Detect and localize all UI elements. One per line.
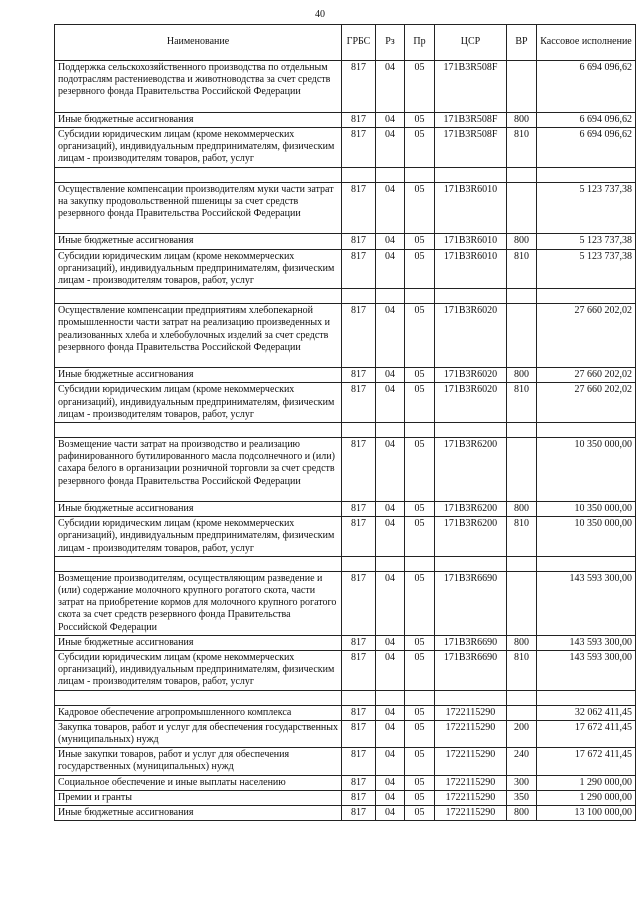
- spacer-cell: [55, 289, 342, 304]
- spacer-cell: [507, 289, 537, 304]
- cell-grbs: 817: [342, 571, 376, 635]
- page-number: 40: [315, 9, 325, 20]
- cell-vr: 800: [507, 234, 537, 249]
- table-row: [55, 705, 636, 720]
- cell-name: Субсидии юридическим лицам (кроме некоммерческих организаций), индивидуальным предпринимателям, физическим лицам - производителям товаров, работ, услуг: [55, 651, 342, 691]
- cell-rz: 04: [376, 61, 405, 113]
- cell-pr: 05: [405, 635, 435, 650]
- cell-amount: 5 123 737,38: [537, 234, 636, 249]
- cell-rz: 04: [376, 806, 405, 821]
- table-row: [55, 61, 636, 113]
- cell-csr: 171B3R508F: [435, 112, 507, 127]
- table-row: [55, 790, 636, 805]
- header-name: Наименование: [55, 25, 342, 61]
- spacer-cell: [507, 690, 537, 705]
- cell-vr: 810: [507, 517, 537, 557]
- spacer-cell: [55, 167, 342, 182]
- spacer-cell: [507, 167, 537, 182]
- table-spacer-row: [55, 423, 636, 438]
- cell-csr: 171B3R6690: [435, 571, 507, 635]
- table-spacer-row: [55, 690, 636, 705]
- table-spacer-row: [55, 289, 636, 304]
- cell-rz: 04: [376, 571, 405, 635]
- cell-amount: 6 694 096,62: [537, 128, 636, 168]
- spacer-cell: [537, 289, 636, 304]
- cell-rz: 04: [376, 182, 405, 234]
- cell-amount: 10 350 000,00: [537, 502, 636, 517]
- cell-pr: 05: [405, 775, 435, 790]
- cell-amount: 1 290 000,00: [537, 790, 636, 805]
- cell-amount: 32 062 411,45: [537, 705, 636, 720]
- cell-csr: 1722115290: [435, 775, 507, 790]
- header-csr: ЦСР: [435, 25, 507, 61]
- cell-vr: 800: [507, 806, 537, 821]
- spacer-cell: [342, 167, 376, 182]
- cell-grbs: 817: [342, 635, 376, 650]
- spacer-cell: [55, 556, 342, 571]
- spacer-cell: [405, 556, 435, 571]
- cell-pr: 05: [405, 502, 435, 517]
- table-header-row: [55, 25, 636, 61]
- cell-grbs: 817: [342, 249, 376, 289]
- cell-vr: 240: [507, 748, 537, 775]
- spacer-cell: [405, 167, 435, 182]
- cell-vr: [507, 571, 537, 635]
- spacer-cell: [55, 690, 342, 705]
- cell-grbs: 817: [342, 775, 376, 790]
- cell-csr: 171B3R508F: [435, 61, 507, 113]
- cell-pr: 05: [405, 651, 435, 691]
- header-grbs: ГРБС: [342, 25, 376, 61]
- cell-csr: 171B3R6010: [435, 249, 507, 289]
- cell-pr: 05: [405, 304, 435, 368]
- cell-csr: 171B3R6010: [435, 234, 507, 249]
- cell-grbs: 817: [342, 806, 376, 821]
- table-row: [55, 635, 636, 650]
- cell-csr: 1722115290: [435, 790, 507, 805]
- table-spacer-row: [55, 556, 636, 571]
- table-row: [55, 112, 636, 127]
- cell-grbs: 817: [342, 182, 376, 234]
- header-pr: Пр: [405, 25, 435, 61]
- cell-rz: 04: [376, 790, 405, 805]
- cell-rz: 04: [376, 502, 405, 517]
- cell-pr: 05: [405, 234, 435, 249]
- cell-rz: 04: [376, 249, 405, 289]
- cell-pr: 05: [405, 438, 435, 502]
- spacer-cell: [405, 289, 435, 304]
- spacer-cell: [435, 167, 507, 182]
- cell-name: Осуществление компенсации предприятиям хлебопекарной промышленности части затрат на реализацию произведенных и реализованных хлеба и хлебобулочных изделий за счет средств резервного фонда Правительства Российской Федерации: [55, 304, 342, 368]
- cell-amount: 27 660 202,02: [537, 304, 636, 368]
- cell-vr: 200: [507, 720, 537, 747]
- cell-csr: 171B3R6020: [435, 383, 507, 423]
- cell-name: Осуществление компенсации производителям муки части затрат на закупку продовольственной пшеницы за счет средств резервного фонда Правительства Российской Федерации: [55, 182, 342, 234]
- cell-grbs: 817: [342, 368, 376, 383]
- cell-vr: [507, 182, 537, 234]
- spacer-cell: [342, 289, 376, 304]
- cell-name: Социальное обеспечение и иные выплаты населению: [55, 775, 342, 790]
- table-row: [55, 438, 636, 502]
- cell-vr: 810: [507, 383, 537, 423]
- cell-csr: 171B3R6010: [435, 182, 507, 234]
- cell-amount: 143 593 300,00: [537, 651, 636, 691]
- table-row: [55, 502, 636, 517]
- spacer-cell: [405, 423, 435, 438]
- spacer-cell: [435, 690, 507, 705]
- cell-vr: 810: [507, 651, 537, 691]
- cell-pr: 05: [405, 705, 435, 720]
- spacer-cell: [507, 556, 537, 571]
- cell-grbs: 817: [342, 112, 376, 127]
- cell-pr: 05: [405, 383, 435, 423]
- cell-pr: 05: [405, 517, 435, 557]
- cell-name: Поддержка сельскохозяйственного производства по отдельным подотраслям растениеводства и животноводства за счет средств резервного фонда Правительства Российской Федерации: [55, 61, 342, 113]
- cell-amount: 143 593 300,00: [537, 571, 636, 635]
- cell-name: Возмещение производителям, осуществляющим разведение и (или) содержание молочного крупного рогатого скота, части затрат на приобретение кормов для молочного крупного рогатого скота за счет средств резервного фонда Правительства Российской Федерации: [55, 571, 342, 635]
- cell-pr: 05: [405, 128, 435, 168]
- spacer-cell: [405, 690, 435, 705]
- cell-rz: 04: [376, 368, 405, 383]
- cell-csr: 1722115290: [435, 748, 507, 775]
- cell-grbs: 817: [342, 502, 376, 517]
- spacer-cell: [376, 556, 405, 571]
- cell-rz: 04: [376, 517, 405, 557]
- cell-vr: 800: [507, 112, 537, 127]
- table-row: [55, 748, 636, 775]
- cell-name: Иные бюджетные ассигнования: [55, 112, 342, 127]
- cell-name: Субсидии юридическим лицам (кроме некоммерческих организаций), индивидуальным предпринимателям, физическим лицам - производителям товаров, работ, услуг: [55, 517, 342, 557]
- cell-amount: 1 290 000,00: [537, 775, 636, 790]
- cell-vr: [507, 705, 537, 720]
- cell-pr: 05: [405, 748, 435, 775]
- spacer-cell: [376, 423, 405, 438]
- cell-vr: 800: [507, 368, 537, 383]
- table-row: [55, 304, 636, 368]
- cell-rz: 04: [376, 438, 405, 502]
- cell-csr: 171B3R6020: [435, 304, 507, 368]
- cell-rz: 04: [376, 775, 405, 790]
- cell-name: Возмещение части затрат на производство и реализацию рафинированного бутилированного масла подсолнечного и (или) сахара белого в организации розничной торговли за счет средств резервного фонда Правительства Российской Федерации: [55, 438, 342, 502]
- cell-pr: 05: [405, 249, 435, 289]
- cell-csr: 171B3R6020: [435, 368, 507, 383]
- cell-vr: 800: [507, 502, 537, 517]
- table-spacer-row: [55, 167, 636, 182]
- cell-name: Субсидии юридическим лицам (кроме некоммерческих организаций), индивидуальным предпринимателям, физическим лицам - производителям товаров, работ, услуг: [55, 249, 342, 289]
- cell-name: Субсидии юридическим лицам (кроме некоммерческих организаций), индивидуальным предпринимателям, физическим лицам - производителям товаров, работ, услуг: [55, 128, 342, 168]
- cell-name: Кадровое обеспечение агропромышленного комплекса: [55, 705, 342, 720]
- cell-name: Иные бюджетные ассигнования: [55, 635, 342, 650]
- cell-grbs: 817: [342, 304, 376, 368]
- spacer-cell: [537, 167, 636, 182]
- cell-amount: 6 694 096,62: [537, 112, 636, 127]
- table-row: [55, 182, 636, 234]
- cell-vr: [507, 61, 537, 113]
- spacer-cell: [342, 556, 376, 571]
- cell-name: Субсидии юридическим лицам (кроме некоммерческих организаций), индивидуальным предпринимателям, физическим лицам - производителям товаров, работ, услуг: [55, 383, 342, 423]
- cell-rz: 04: [376, 720, 405, 747]
- spacer-cell: [435, 423, 507, 438]
- header-vr: ВР: [507, 25, 537, 61]
- table-row: [55, 128, 636, 168]
- cell-grbs: 817: [342, 790, 376, 805]
- table-row: [55, 806, 636, 821]
- cell-amount: 27 660 202,02: [537, 383, 636, 423]
- cell-amount: 6 694 096,62: [537, 61, 636, 113]
- cell-name: Иные закупки товаров, работ и услуг для обеспечения государственных (муниципальных) нужд: [55, 748, 342, 775]
- cell-amount: 17 672 411,45: [537, 720, 636, 747]
- table-body: [55, 61, 636, 821]
- cell-pr: 05: [405, 790, 435, 805]
- cell-csr: 1722115290: [435, 806, 507, 821]
- cell-csr: 171B3R6690: [435, 651, 507, 691]
- cell-vr: [507, 304, 537, 368]
- table-row: [55, 249, 636, 289]
- cell-amount: 5 123 737,38: [537, 182, 636, 234]
- table-row: [55, 517, 636, 557]
- cell-grbs: 817: [342, 651, 376, 691]
- header-rz: Рз: [376, 25, 405, 61]
- cell-pr: 05: [405, 61, 435, 113]
- cell-rz: 04: [376, 705, 405, 720]
- cell-rz: 04: [376, 304, 405, 368]
- cell-vr: 300: [507, 775, 537, 790]
- spacer-cell: [376, 690, 405, 705]
- cell-csr: 171B3R6690: [435, 635, 507, 650]
- budget-execution-table: [54, 24, 636, 821]
- cell-amount: 17 672 411,45: [537, 748, 636, 775]
- table-row: [55, 368, 636, 383]
- header-amount: Кассовое исполнение: [537, 25, 636, 61]
- spacer-cell: [376, 167, 405, 182]
- cell-grbs: 817: [342, 61, 376, 113]
- cell-grbs: 817: [342, 128, 376, 168]
- table-row: [55, 383, 636, 423]
- cell-pr: 05: [405, 806, 435, 821]
- cell-csr: 171B3R6200: [435, 502, 507, 517]
- cell-grbs: 817: [342, 748, 376, 775]
- cell-name: Иные бюджетные ассигнования: [55, 234, 342, 249]
- cell-csr: 171B3R6200: [435, 517, 507, 557]
- cell-vr: 800: [507, 635, 537, 650]
- cell-pr: 05: [405, 112, 435, 127]
- table-row: [55, 775, 636, 790]
- spacer-cell: [435, 556, 507, 571]
- table-row: [55, 234, 636, 249]
- cell-grbs: 817: [342, 383, 376, 423]
- spacer-cell: [342, 690, 376, 705]
- cell-name: Премии и гранты: [55, 790, 342, 805]
- cell-rz: 04: [376, 112, 405, 127]
- cell-rz: 04: [376, 635, 405, 650]
- cell-pr: 05: [405, 368, 435, 383]
- cell-vr: 810: [507, 249, 537, 289]
- cell-pr: 05: [405, 182, 435, 234]
- spacer-cell: [376, 289, 405, 304]
- cell-amount: 10 350 000,00: [537, 517, 636, 557]
- cell-grbs: 817: [342, 438, 376, 502]
- table-row: [55, 651, 636, 691]
- cell-csr: 1722115290: [435, 705, 507, 720]
- cell-rz: 04: [376, 234, 405, 249]
- cell-amount: 10 350 000,00: [537, 438, 636, 502]
- cell-rz: 04: [376, 128, 405, 168]
- cell-csr: 171B3R6200: [435, 438, 507, 502]
- table-row: [55, 571, 636, 635]
- spacer-cell: [537, 423, 636, 438]
- cell-rz: 04: [376, 383, 405, 423]
- cell-amount: 143 593 300,00: [537, 635, 636, 650]
- cell-name: Иные бюджетные ассигнования: [55, 806, 342, 821]
- cell-grbs: 817: [342, 234, 376, 249]
- cell-csr: 171B3R508F: [435, 128, 507, 168]
- cell-rz: 04: [376, 651, 405, 691]
- cell-amount: 27 660 202,02: [537, 368, 636, 383]
- cell-name: Иные бюджетные ассигнования: [55, 368, 342, 383]
- cell-name: Иные бюджетные ассигнования: [55, 502, 342, 517]
- cell-rz: 04: [376, 748, 405, 775]
- cell-vr: 350: [507, 790, 537, 805]
- spacer-cell: [507, 423, 537, 438]
- spacer-cell: [537, 690, 636, 705]
- cell-pr: 05: [405, 720, 435, 747]
- cell-grbs: 817: [342, 705, 376, 720]
- spacer-cell: [342, 423, 376, 438]
- cell-vr: [507, 438, 537, 502]
- cell-pr: 05: [405, 571, 435, 635]
- cell-amount: 13 100 000,00: [537, 806, 636, 821]
- cell-vr: 810: [507, 128, 537, 168]
- spacer-cell: [537, 556, 636, 571]
- spacer-cell: [55, 423, 342, 438]
- spacer-cell: [435, 289, 507, 304]
- cell-csr: 1722115290: [435, 720, 507, 747]
- cell-grbs: 817: [342, 517, 376, 557]
- cell-grbs: 817: [342, 720, 376, 747]
- cell-name: Закупка товаров, работ и услуг для обеспечения государственных (муниципальных) нужд: [55, 720, 342, 747]
- table-row: [55, 720, 636, 747]
- cell-amount: 5 123 737,38: [537, 249, 636, 289]
